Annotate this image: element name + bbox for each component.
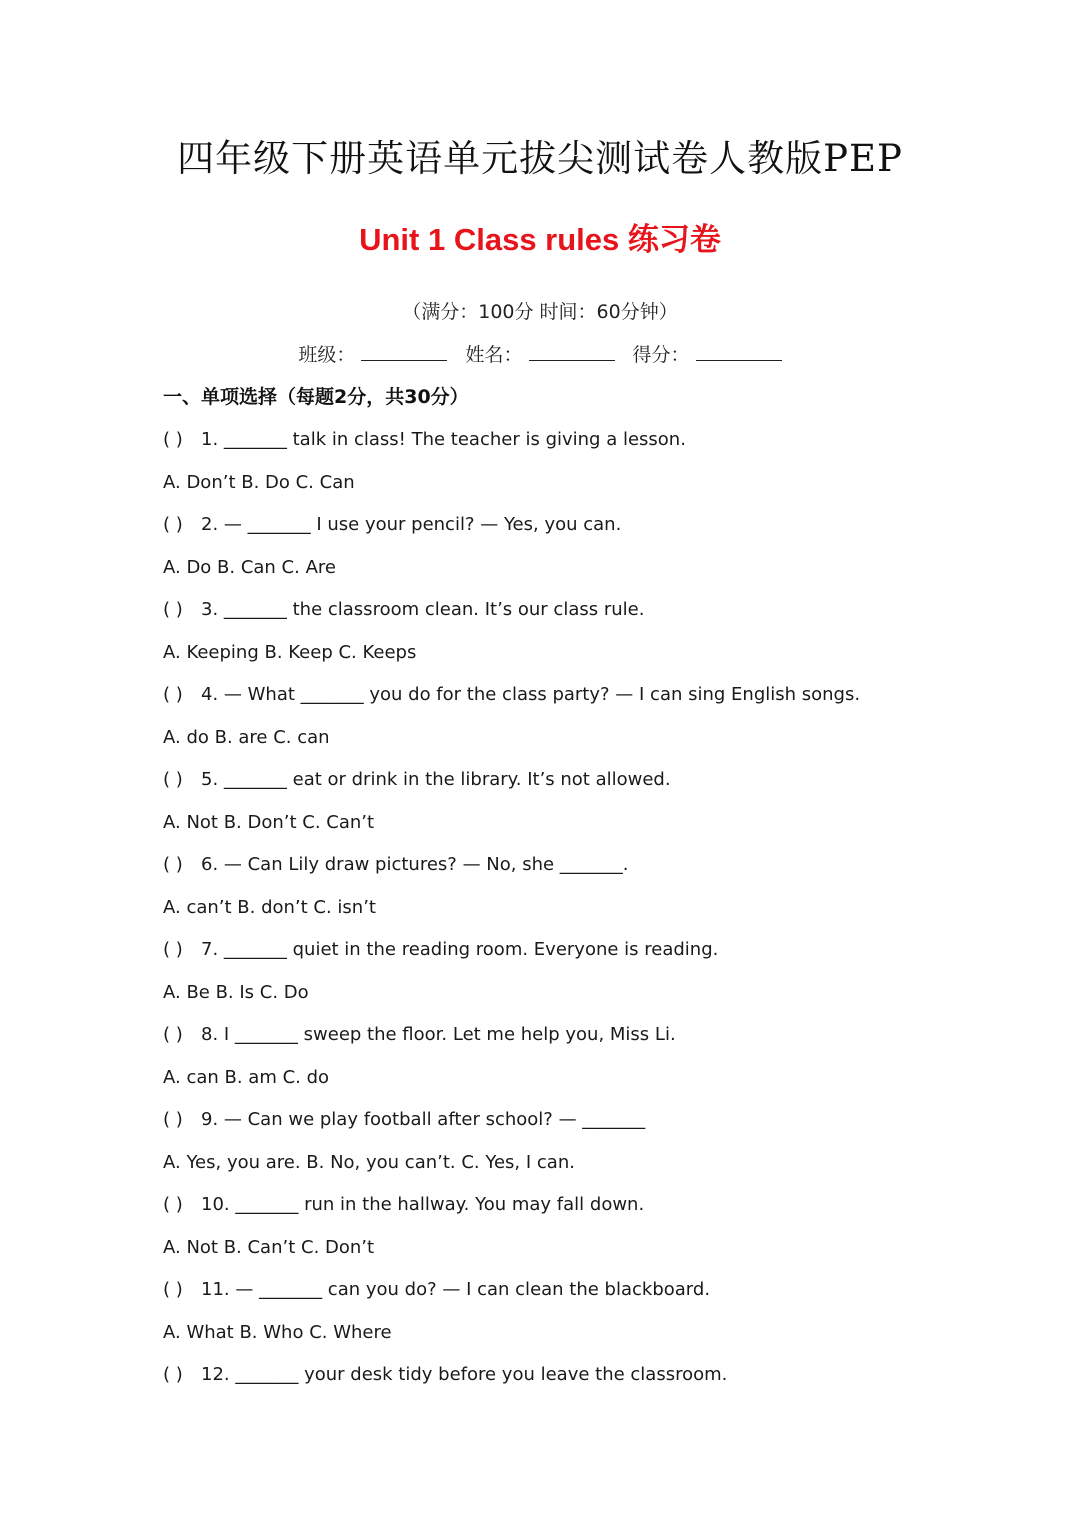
name-label: 姓名： [465,344,523,366]
question-text: 12. _______ your desk tidy before you leave the classroom. [201,1364,728,1385]
question-stem [163,680,1023,723]
question-stem [163,1190,1023,1233]
worksheet-subtitle: Unit 1 Class rules 练习卷 [359,222,721,257]
name-blank [529,340,615,361]
question-options: A. Not B. Don’t C. Can’t [163,811,375,833]
answer-paren: ( ) [163,429,183,450]
class-label: 班级： [298,344,356,366]
answer-paren: ( ) [163,599,183,620]
question-options: A. Yes, you are. B. No, you can’t. C. Yes, I can. [163,1151,575,1173]
worksheet-title: 四年级下册英语单元拔尖测试卷人教版PEP [177,137,903,180]
question-options: A. Do B. Can C. Are [163,556,336,578]
answer-paren: ( ) [163,514,183,535]
section-title: 一、单项选择（每题2分，共30分） [163,386,469,408]
answer-paren: ( ) [163,1024,183,1045]
question-text: 6. — Can Lily draw pictures? — No, she _______. [201,854,629,875]
student-info-line [0,340,1080,370]
question-text: 3. _______ the classroom clean. It’s our class rule. [201,599,645,620]
question-text: 2. — _______ I use your pencil? — Yes, you can. [201,514,622,535]
question-options: A. Keeping B. Keep C. Keeps [163,641,417,663]
question-stem [163,1275,1023,1318]
answer-paren: ( ) [163,854,183,875]
question-text: 1. _______ talk in class! The teacher is giving a lesson. [201,429,686,450]
question-stem [163,765,1023,808]
class-field [298,340,447,370]
question-options: A. Be B. Is C. Do [163,981,309,1003]
question-options: A. do B. are C. can [163,726,330,748]
answer-paren: ( ) [163,1279,183,1300]
question-text: 10. _______ run in the hallway. You may fall down. [201,1194,645,1215]
question-stem [163,935,1023,978]
question-text: 4. — What _______ you do for the class party? — I can sing English songs. [201,684,861,705]
question-options: A. can’t B. don’t C. isn’t [163,896,376,918]
score-field [633,340,782,370]
class-blank [361,340,447,361]
answer-paren: ( ) [163,1364,183,1385]
question-options: A. Not B. Can’t C. Don’t [163,1236,375,1258]
answer-paren: ( ) [163,1109,183,1130]
question-stem [163,1020,1023,1063]
question-options: A. Don’t B. Do C. Can [163,471,355,493]
question-stem [163,1360,1023,1403]
score-time-info: （满分：100分 时间：60分钟） [402,301,678,323]
answer-paren: ( ) [163,939,183,960]
name-field [465,340,614,370]
question-stem [163,1105,1023,1148]
question-stem [163,850,1023,893]
answer-paren: ( ) [163,769,183,790]
question-text: 9. — Can we play football after school? — _______ [201,1109,646,1130]
score-blank [696,340,782,361]
question-stem [163,425,1023,468]
answer-paren: ( ) [163,684,183,705]
question-text: 7. _______ quiet in the reading room. Everyone is reading. [201,939,719,960]
answer-paren: ( ) [163,1194,183,1215]
question-text: 5. _______ eat or drink in the library. It’s not allowed. [201,769,671,790]
question-text: 11. — _______ can you do? — I can clean the blackboard. [201,1279,711,1300]
question-text: 8. I _______ sweep the floor. Let me help you, Miss Li. [201,1024,676,1045]
score-label: 得分： [632,344,690,366]
question-options: A. can B. am C. do [163,1066,330,1088]
question-list [163,425,1023,1403]
question-stem [163,595,1023,638]
question-options: A. What B. Who C. Where [163,1321,392,1343]
question-stem [163,510,1023,553]
